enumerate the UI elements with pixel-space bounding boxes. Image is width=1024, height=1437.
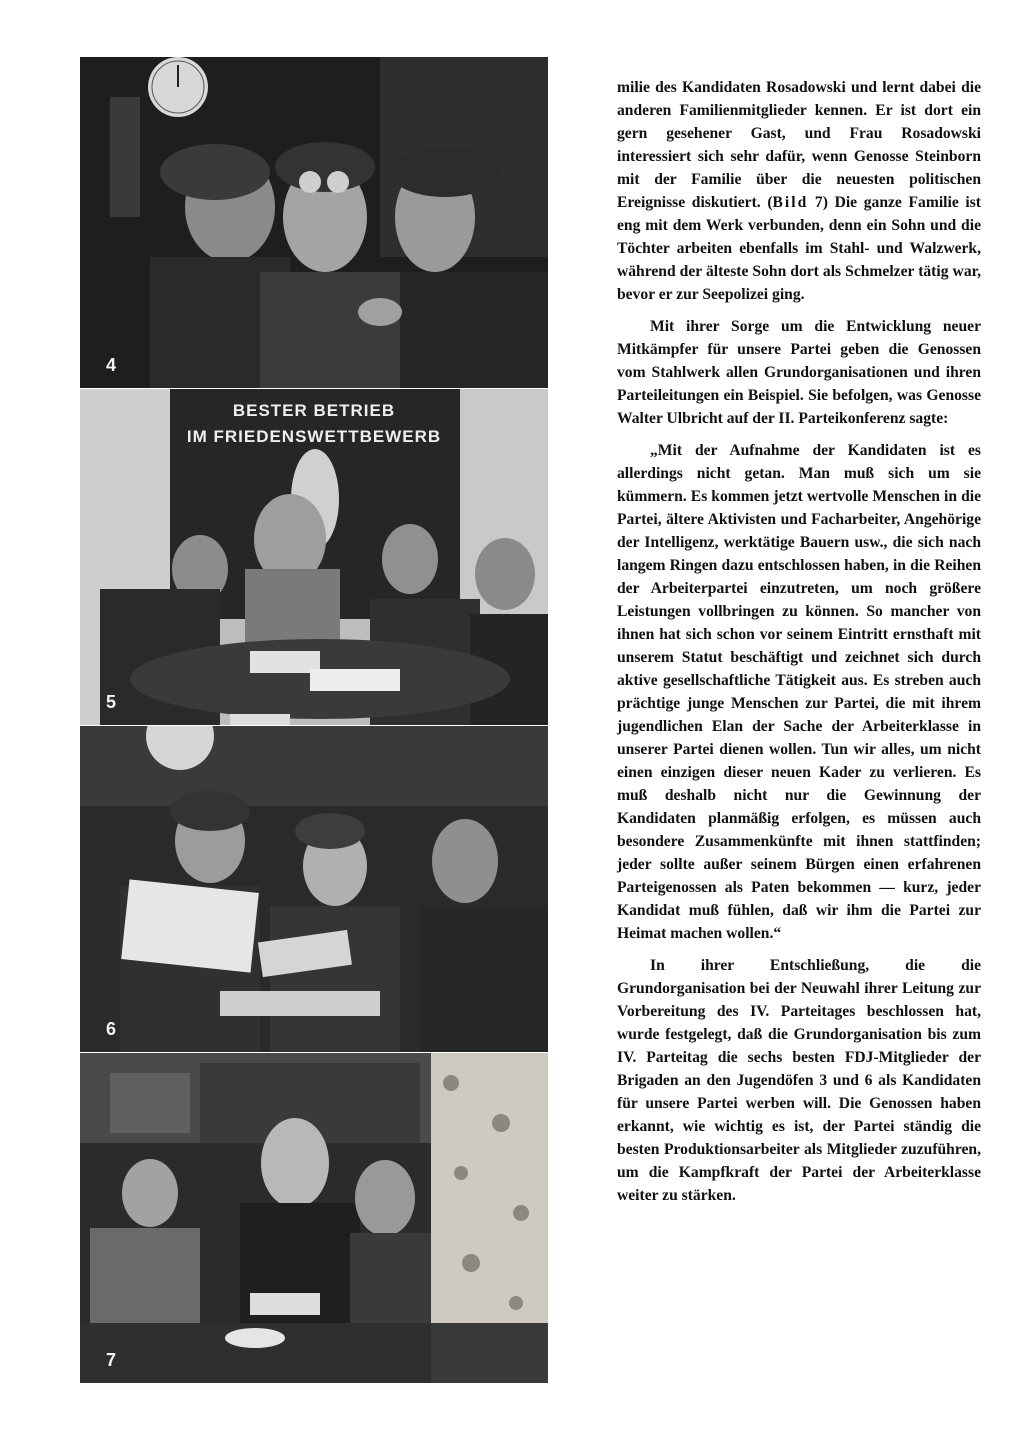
paragraph-1-part-a: milie des Kandidaten Rosadowski und lernt dabei die anderen Familienmitglieder kennen. Er ist dort ein gern gesehener Gast, und Frau Rosadowski interessiert sich sehr dafür, wenn Genosse Steinborn mit der Familie über die neuesten politischen Ereignisse diskutiert. ( (617, 79, 981, 211)
photo-number: 4 (106, 355, 117, 375)
paragraph-4: In ihrer Entschließung, die die Grundorganisation bei der Neuwahl ihrer Leitung zur Vorbereitung des IV. Parteitages beschlossen hat, wurde festgelegt, daß die Grundorganisation bis zum IV. Parteitag die sechs besten FDJ-Mitglieder der Brigaden an den Jugendöfen 3 und 6 als Kandidaten für unsere Partei werben will. Die Genossen haben erkannt, wie wichtig es ist, der Partei ständig die besten Produktionsarbeiter als Mitglieder zuzuführen, um die Kampfkraft der Partei der Arbeiterklasse weiter zu stärken. (617, 957, 981, 1204)
photo-6-reading-newspaper (80, 726, 548, 1052)
article-text-column (617, 76, 981, 1216)
bild-reference: Bild (772, 194, 809, 211)
paragraph-1-part-b: 7) Die ganze Familie ist eng mit dem Werk verbunden, denn ein Sohn und die Töchter arbeiten ebenfalls im Stahl- und Walzwerk, während der älteste Sohn dort als Schmelzer tätig war, bevor er zur Seepolizei ging. (617, 194, 981, 303)
photo-number: 5 (106, 692, 117, 712)
paragraph-2: Mit ihrer Sorge um die Entwicklung neuer Mitkämpfer für unsere Partei geben die Genossen vom Stahlwerk allen Grundorganisationen und ihren Parteileitungen ein Beispiel. Sie befolgen, was Genosse Walter Ulbricht auf der II. Parteikonferenz sagte: (617, 318, 981, 427)
photo-number: 7 (106, 1350, 117, 1370)
photo-7-floral-curtain (431, 1053, 548, 1383)
photo-5-meeting-with-banner (80, 389, 548, 725)
photo-number: 6 (106, 1019, 117, 1039)
photo-4-workers-talking (80, 57, 548, 388)
banner-line-1: BESTER BETRIEB (232, 401, 396, 420)
photo-7-family-at-table (80, 1053, 431, 1383)
paragraph-1 (617, 76, 981, 306)
quote-paragraph: „Mit der Aufnahme der Kandidaten ist es allerdings nicht getan. Man muß sich um sie kümmern. Es kommen jetzt wertvolle Menschen in die Partei, ältere Aktivisten und Facharbeiter, Angehörige der Intelligenz, werktätige Bauern usw., die sich nach langem Ringen dazu entschlossen haben, in die Reihen der Arbeiterpartei einzutreten, um noch größere Leistungen vollbringen zu können. So mancher von ihnen hat sich schon vor seinem Eintritt ernsthaft mit unserem Statut beschäftigt und zeichnet sich durch aktive gesellschaftliche Tätigkeit aus. Es streben auch prächtige junge Menschen zur Partei, die mit ihrem jugendlichen Elan der Sache der Arbeiterklasse in unserer Partei dienen wollen. Tun wir alles, um nicht einen einzigen dieser neuen Kader zu verlieren. Es muß deshalb nicht nur die Gewinnung der Kandidaten planmäßig erfolgen, es müssen auch besondere Zusammenkünfte mit ihnen stattfinden; jeder sollte außer seinem Bürgen einen erfahrenen Parteigenossen als Paten bekommen — kurz, jeder Kandidat muß fühlen, daß wir ihm die Partei zur Heimat machen wollen.“ (617, 442, 981, 942)
banner-line-2: IM FRIEDENSWETTBEWERB (186, 427, 442, 446)
